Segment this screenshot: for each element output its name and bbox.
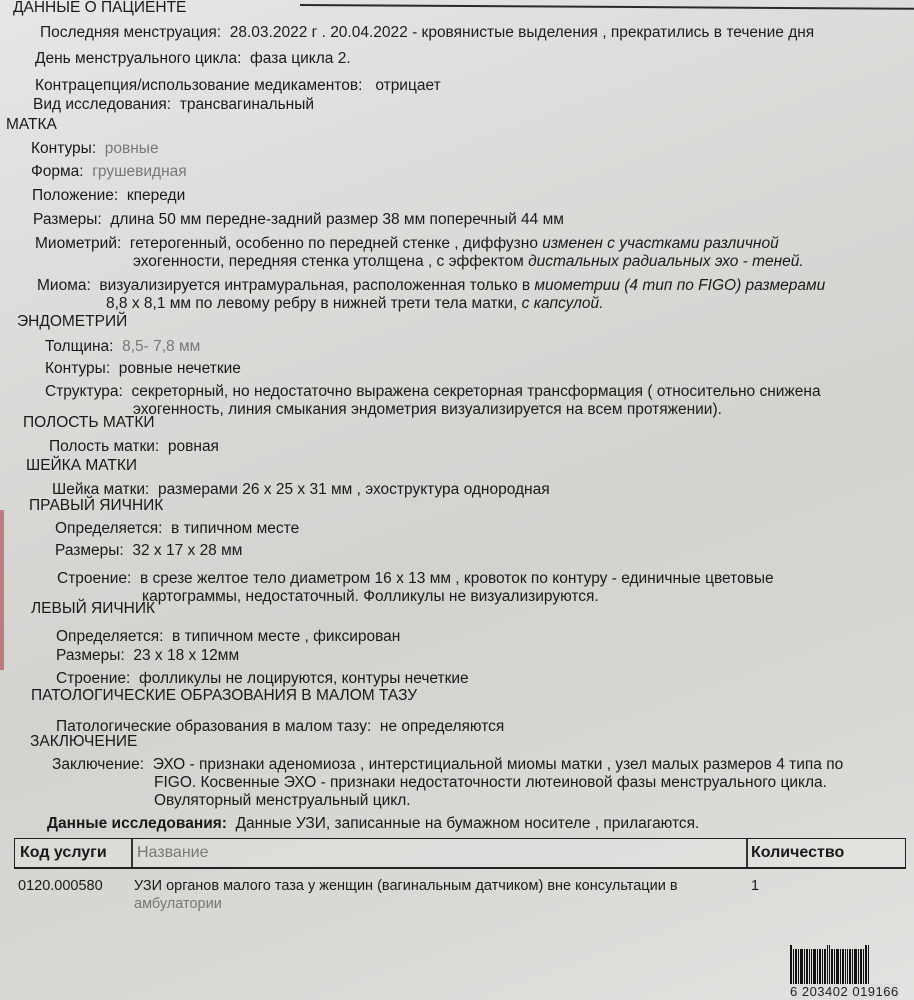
right-ovary-sizes-value: 32 x 17 x 28 мм xyxy=(132,542,243,559)
endometrium-thickness-row xyxy=(45,338,200,356)
exam-type-label: Вид исследования: xyxy=(33,96,172,113)
last-menstruation-value: 28.03.2022 г . 20.04.2022 - кровянистые выделения , прекратились в течение дня xyxy=(229,24,815,41)
uterus-position-value: кпереди xyxy=(126,187,186,204)
right-ovary-sizes-label: Размеры: xyxy=(55,542,124,559)
table-row xyxy=(14,869,906,913)
header-code: Код услуги xyxy=(20,844,107,861)
page-edge-strip xyxy=(0,510,4,670)
myometrium-label: Миометрий: xyxy=(35,235,122,252)
service-code: 0120.000580 xyxy=(18,878,103,894)
pathology-label: Патологические образования в малом тазу: xyxy=(56,718,372,735)
endometrium-contours-label: Контуры: xyxy=(45,360,111,377)
service-name-line2: амбулатории xyxy=(134,896,222,912)
uterus-position-label: Положение: xyxy=(32,187,119,204)
left-ovary-sizes-row xyxy=(56,647,239,665)
exam-data-value: Данные УЗИ, записанные на бумажном носителе , прилагаются. xyxy=(235,815,700,832)
conclusion-row xyxy=(52,756,843,774)
myometrium-value-2a: эхогенности, передняя стенка утолщена , с эффектом xyxy=(133,253,529,270)
myoma-value-2a: 8,8 x 8,1 мм по левому ребру в нижней трети тела матки, xyxy=(106,295,522,312)
top-divider xyxy=(300,4,914,10)
services-table-header xyxy=(14,838,906,869)
section-title-cavity: ПОЛОСТЬ МАТКИ xyxy=(23,414,155,431)
exam-data-row xyxy=(47,815,699,833)
left-ovary-structure-row xyxy=(56,670,469,688)
cycle-day-value: фаза цикла 2. xyxy=(250,50,351,67)
pathology-value: не определяются xyxy=(379,718,505,735)
myoma-label: Миома: xyxy=(37,277,91,294)
uterus-contours-label: Контуры: xyxy=(31,140,97,157)
exam-data-label: Данные исследования: xyxy=(47,815,227,832)
section-title-cervix: ШЕЙКА МАТКИ xyxy=(26,457,138,474)
conclusion-label: Заключение: xyxy=(52,756,145,773)
barcode-number: 6 203402 019166 xyxy=(790,984,899,999)
services-table xyxy=(14,838,906,913)
endometrium-contours-value: ровные нечеткие xyxy=(118,360,241,377)
uterus-shape-row xyxy=(31,163,187,181)
contraception-value: отрицает xyxy=(375,77,441,94)
contraception-row xyxy=(35,77,441,95)
section-title-left-ovary: ЛЕВЫЙ ЯИЧНИК xyxy=(31,600,156,617)
uterus-shape-value: грушевидная xyxy=(92,163,187,180)
myoma-value-2b: с капсулой. xyxy=(521,295,604,312)
uterus-contours-row xyxy=(31,140,159,158)
cycle-day-label: День менструального цикла: xyxy=(35,50,242,67)
left-ovary-structure-label: Строение: xyxy=(56,670,131,687)
right-ovary-structure-row xyxy=(57,570,774,588)
section-title-right-ovary: ПРАВЫЙ ЯИЧНИК xyxy=(29,497,164,514)
column-divider xyxy=(746,839,748,867)
contraception-label: Контрацепция/использование медикаментов: xyxy=(35,77,363,94)
header-qty: Количество xyxy=(751,844,845,861)
uterus-sizes-label: Размеры: xyxy=(33,211,102,228)
last-menstruation-row xyxy=(40,24,814,42)
myometrium-row xyxy=(35,235,779,253)
right-ovary-sizes-row xyxy=(55,542,242,560)
header-name: Название xyxy=(137,844,209,861)
section-title-endometrium: ЭНДОМЕТРИЙ xyxy=(17,313,128,330)
section-title-conclusion: ЗАКЛЮЧЕНИЕ xyxy=(30,733,138,750)
cycle-day-row xyxy=(35,50,351,68)
cavity-label: Полость матки: xyxy=(49,438,160,455)
exam-type-value: трансвагинальный xyxy=(179,96,315,113)
endometrium-structure-row-2: эхогенность, линия смыкания эндометрия визуализируется на всем протяжении). xyxy=(133,401,722,418)
left-ovary-sizes-label: Размеры: xyxy=(56,647,125,664)
cavity-value: ровная xyxy=(167,438,219,455)
myoma-row xyxy=(37,277,825,295)
cavity-row xyxy=(49,438,219,456)
conclusion-row-3: Овуляторный менструальный цикл. xyxy=(154,792,411,809)
exam-type-row xyxy=(33,96,314,114)
conclusion-value-1: ЭХО - признаки аденомиоза , интерстициальной миомы матки , узел малых размеров 4 типа по xyxy=(152,756,844,773)
endometrium-structure-row xyxy=(45,383,821,401)
right-ovary-location-label: Определяется: xyxy=(55,520,163,537)
last-menstruation-label: Последняя менструация: xyxy=(40,24,222,41)
right-ovary-location-value: в типичном месте xyxy=(171,520,300,537)
uterus-contours-value: ровные xyxy=(104,140,159,157)
myometrium-row-2 xyxy=(133,253,804,271)
left-ovary-sizes-value: 23 x 18 x 12мм xyxy=(133,647,240,664)
endometrium-structure-label: Структура: xyxy=(45,383,123,400)
myometrium-value-a: гетерогенный, особенно по передней стенке , диффузно xyxy=(129,235,543,252)
cervix-label: Шейка матки: xyxy=(52,481,150,498)
left-ovary-location-value: в типичном месте , фиксирован xyxy=(172,628,401,645)
myometrium-value-b: изменен с участками различной xyxy=(542,235,779,252)
section-title-pathology: ПАТОЛОГИЧЕСКИЕ ОБРАЗОВАНИЯ В МАЛОМ ТАЗУ xyxy=(31,687,418,704)
right-ovary-location-row xyxy=(55,520,299,538)
uterus-sizes-row xyxy=(33,211,564,229)
right-ovary-structure-value: в срезе желтое тело диаметром 16 x 13 мм , кровоток по контуру - единичные цветовые xyxy=(139,570,774,587)
conclusion-row-2: FIGO. Косвенные ЭХО - признаки недостаточности лютеиновой фазы менструального цикла. xyxy=(154,774,827,791)
section-title-uterus: МАТКА xyxy=(6,116,57,133)
myoma-value-b: миометрии (4 тип по FIGO) размерами xyxy=(534,277,826,294)
endometrium-contours-row xyxy=(45,360,241,378)
myometrium-value-2b: дистальных радиальных эхо - теней. xyxy=(528,253,804,270)
myoma-value-a: визуализируется интрамуральная, расположенная только в xyxy=(99,277,535,294)
endometrium-structure-value: секреторный, но недостаточно выражена секреторная трансформация ( относительно снижена xyxy=(131,383,821,400)
myoma-row-2 xyxy=(106,295,603,313)
right-ovary-structure-row-2: картограммы, недостаточный. Фолликулы не визуализируются. xyxy=(142,588,599,605)
right-ovary-structure-label: Строение: xyxy=(57,570,132,587)
section-title-patient: ДАННЫЕ О ПАЦИЕНТЕ xyxy=(13,0,187,16)
left-ovary-location-row xyxy=(56,628,400,646)
cervix-value: размерами 26 x 25 x 31 мм , эхоструктура однородная xyxy=(157,481,550,498)
left-ovary-location-label: Определяется: xyxy=(56,628,164,645)
left-ovary-structure-value: фолликулы не лоцируются, контуры нечеткие xyxy=(138,670,469,687)
uterus-shape-label: Форма: xyxy=(31,163,84,180)
service-qty: 1 xyxy=(751,878,760,894)
endometrium-thickness-value: 8,5- 7,8 мм xyxy=(122,338,201,355)
endometrium-thickness-label: Толщина: xyxy=(45,338,114,355)
uterus-position-row xyxy=(32,187,185,205)
service-name-line1: УЗИ органов малого таза у женщин (вагинальным датчиком) вне консультации в xyxy=(134,878,678,894)
uterus-sizes-value: длина 50 мм передне-задний размер 38 мм поперечный 44 мм xyxy=(110,211,564,228)
column-divider xyxy=(131,839,133,867)
